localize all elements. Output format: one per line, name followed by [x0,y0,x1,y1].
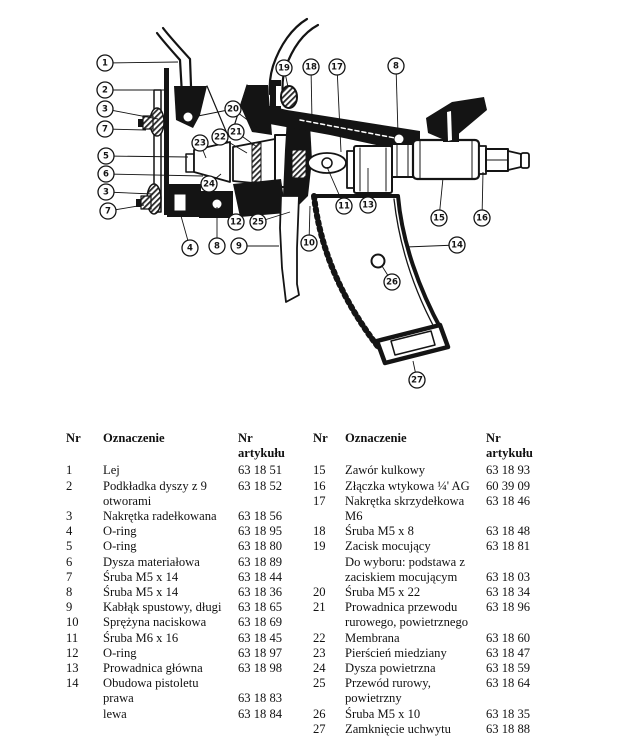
part-name: zaciskiem mocującym [345,569,458,584]
callout-8 [388,58,404,134]
part-article-number: 63 18 64 [486,676,531,691]
callout-number: 3 [103,187,109,198]
part-article-number: 63 18 47 [486,645,531,660]
part-nr: 27 [313,721,326,736]
part-name: Nakrętka radełkowana [103,509,217,524]
part-article-number: 63 18 83 [238,691,283,706]
part-name: Do wyboru: podstawa z [345,554,465,569]
part-name: Obudowa pistoletu [103,676,199,691]
ball-valve-body-15 [413,140,479,179]
part-nr: 13 [66,661,79,676]
part-name: prawa [103,691,134,706]
callout-15 [431,178,447,226]
part-nr: 21 [313,600,326,615]
part-article-number [486,615,559,630]
part-nr: 19 [313,539,326,554]
part-nr: 26 [313,706,326,721]
part-name: O-ring [103,645,137,660]
part-nr: 11 [66,630,79,645]
part-nr: 4 [66,524,73,539]
part-name: Nakrętka skrzydełkowa [345,493,465,508]
part-article-number: 63 18 59 [486,661,531,676]
screw-hole-8 [395,135,404,144]
callout-number: 21 [230,127,242,138]
callout-leader-line [106,156,188,157]
part-article-number: 63 18 88 [486,721,531,736]
part-nr: 2 [66,478,73,493]
part-nr: 1 [66,463,73,478]
membrane-band [252,143,261,182]
part-name: Podkładka dyszy z 9 [103,478,207,493]
callout-number: 9 [236,241,242,252]
part-article-number: 63 18 36 [238,585,283,600]
part-article-number: 63 18 97 [238,645,283,660]
callout-number: 10 [303,238,315,249]
part-name: rurowego, powietrznego [345,615,469,630]
part-name: Sprężyna naciskowa [103,615,207,630]
part-name: Dysza powietrzna [345,661,436,676]
callout-4 [181,216,198,256]
part-nr: 17 [313,493,326,508]
header-art-right: Nr artykułu [486,431,533,461]
part-nr [313,509,345,524]
screw-bottom [141,196,151,209]
callout-14 [406,237,465,253]
header-nr-left: Nr [66,431,81,445]
part-article-number: 63 18 81 [486,539,531,554]
callout-number: 11 [338,201,350,212]
callout-number: 26 [386,277,398,288]
part-name: Zawór kulkowy [345,463,426,478]
part-nr: 16 [313,478,326,493]
part-name: Zamknięcie uchwytu [345,721,451,736]
part-article-number: 63 18 35 [486,706,531,721]
part-nr: 10 [66,615,79,630]
part-article-number: 63 18 34 [486,585,531,600]
callout-number: 22 [214,132,226,143]
part-name: Prowadnica przewodu [345,600,458,615]
callout-leader-line [105,62,178,63]
header-art-left: Nr artykułu [238,431,285,461]
callout-27 [409,361,425,388]
callout-number: 7 [105,206,111,217]
part-article-number: 63 18 80 [238,539,283,554]
part-article-number: 63 18 56 [238,509,283,524]
part-name: Pierścień miedziany [345,645,447,660]
callout-number: 14 [451,240,463,251]
callout-leader-line [337,67,341,152]
part-article-number: 63 18 95 [238,524,283,539]
callout-number: 1 [102,58,108,69]
part-name: O-ring [103,524,137,539]
pressure-spring [292,150,306,178]
callout-number: 6 [103,169,109,180]
callout-24 [201,174,221,192]
part-name: Przewód rurowy, [345,676,431,691]
funnel-wedge-left [174,86,207,128]
part-nr: 9 [66,600,73,615]
part-article-number: 63 18 65 [238,600,283,615]
part-name: Śruba M5 x 10 [345,706,421,721]
header-name-right: Oznaczenie [345,431,407,445]
part-name: M6 [345,509,363,524]
part-nr: 25 [313,676,326,691]
callout-number: 5 [103,151,109,162]
screw-hole-20a [184,113,193,122]
part-nr: 7 [66,569,73,584]
part-article-number [238,676,311,691]
part-nr: 23 [313,645,326,660]
callout-number: 13 [362,200,374,211]
part-article-number: 63 18 46 [486,493,531,508]
part-article-number: 63 18 44 [238,569,283,584]
part-name: Membrana [345,630,400,645]
callout-18 [303,59,319,121]
part-name: Śruba M6 x 16 [103,630,179,645]
part-article-number: 63 18 52 [238,478,283,493]
part-name: O-ring [103,539,137,554]
part-article-number: 63 18 45 [238,630,283,645]
callout-number: 4 [187,243,193,254]
callout-number: 17 [331,62,343,73]
valve-lever [426,97,487,142]
part-nr: 3 [66,509,73,524]
connector-tip [521,153,529,168]
header-name-left: Oznaczenie [103,431,165,445]
part-name: Kabłąk spustowy, długi [103,600,222,615]
part-nr [313,555,345,570]
callout-5 [98,148,188,164]
washer-right [479,146,486,174]
part-article-number: 63 18 69 [238,615,283,630]
part-name: Złączka wtykowa ¼' AG [345,478,470,493]
part-nr: 8 [66,585,73,600]
grip-screw-26 [372,255,385,268]
callout-number: 3 [102,104,108,115]
connector-cone [508,151,521,170]
callout-number: 23 [194,138,206,149]
part-nr: 20 [313,585,326,600]
part-name: Prowadnica główna [103,661,203,676]
knurled-screw-19 [281,86,297,108]
callout-number: 8 [214,241,220,252]
part-article-number: 63 18 98 [238,661,283,676]
part-nr [66,691,103,706]
callout-number: 18 [305,62,317,73]
part-article-number [486,691,559,706]
part-nr: 24 [313,661,326,676]
part-nr [313,615,345,630]
part-article-number: 63 18 84 [238,706,283,721]
part-article-number [238,494,311,509]
part-article-number: 63 18 60 [486,630,531,645]
callout-16 [474,172,490,226]
part-name: lewa [103,706,127,721]
part-name: Śruba M5 x 14 [103,585,179,600]
part-nr: 22 [313,630,326,645]
part-name: Zacisk mocujący [345,539,431,554]
part-nr: 15 [313,463,326,478]
part-nr [66,707,103,722]
part-article-number: 63 18 48 [486,524,531,539]
part-name: Śruba M5 x 14 [103,569,179,584]
callout-number: 24 [203,179,215,190]
part-article-number: 63 18 93 [486,463,531,478]
part-nr: 6 [66,554,73,569]
part-nr [313,570,345,585]
callout-number: 20 [227,104,239,115]
part-nr: 5 [66,539,73,554]
callout-17 [329,59,345,152]
callout-number: 15 [433,213,445,224]
callout-number: 27 [411,375,423,386]
part-name: Dysza materiałowa [103,554,200,569]
callout-leader-line [396,66,398,134]
header-nr-right: Nr [313,431,328,445]
part-nr: 18 [313,524,326,539]
coupler [392,144,413,177]
part-nr: 14 [66,676,79,691]
callout-number: 7 [102,124,108,135]
callout-number: 2 [102,85,108,96]
parts-table-left [66,431,311,722]
gun-body-lower [233,179,286,217]
part-nr [66,494,103,509]
callout-number: 16 [476,213,488,224]
part-name: otworami [103,493,152,508]
part-article-number [486,555,559,570]
part-article-number [486,509,559,524]
part-article-number: 63 18 96 [486,600,531,615]
callout-number: 12 [230,217,242,228]
callout-9 [231,238,279,254]
part-nr: 12 [66,645,79,660]
part-name: Śruba M5 x 8 [345,524,414,539]
part-article-number: 63 18 03 [486,569,531,584]
parts-table-right [313,431,559,737]
callout-number: 19 [278,63,290,74]
part-nr [313,691,345,706]
part-article-number: 63 18 51 [238,463,283,478]
part-name: powietrzny [345,691,402,706]
callout-number: 25 [252,217,264,228]
callout-number: 8 [393,61,399,72]
part-article-number: 60 39 09 [486,478,531,493]
part-name: Lej [103,463,120,478]
part-article-number: 63 18 89 [238,554,283,569]
washer-left [347,151,354,188]
part-name: Śruba M5 x 22 [345,585,421,600]
